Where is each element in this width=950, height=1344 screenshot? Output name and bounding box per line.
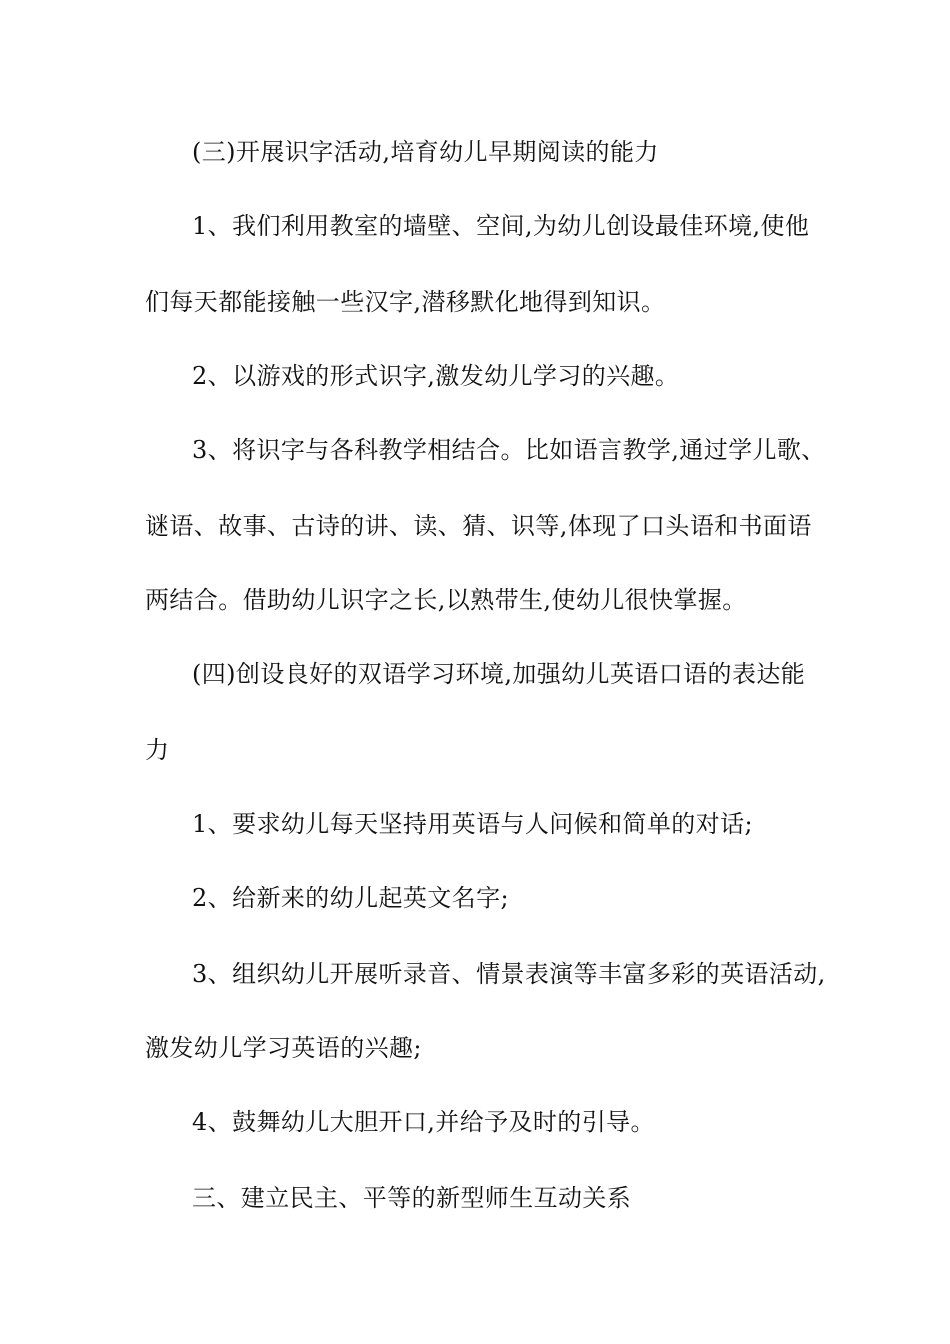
section-heading-literacy: (三)开展识字活动,培育幼儿早期阅读的能力 (192, 138, 659, 166)
paragraph-line: 两结合。借助幼儿识字之长,以熟带生,使幼儿很快掌握。 (145, 586, 747, 614)
paragraph-line: 2、以游戏的形式识字,激发幼儿学习的兴趣。 (192, 362, 680, 390)
paragraph-line: 激发幼儿学习英语的兴趣; (145, 1034, 422, 1062)
section-heading-bilingual: (四)创设良好的双语学习环境,加强幼儿英语口语的表达能 (192, 660, 806, 688)
paragraph-line: 1、我们利用教室的墙壁、空间,为幼儿创设最佳环境,使他 (192, 212, 810, 240)
paragraph-line: 1、要求幼儿每天坚持用英语与人问候和简单的对话; (192, 810, 753, 838)
section-heading-teacher-student: 三、建立民主、平等的新型师生互动关系 (192, 1184, 632, 1212)
paragraph-line: 们每天都能接触一些汉字,潜移默化地得到知识。 (145, 288, 666, 316)
paragraph-line: 谜语、故事、古诗的讲、读、猜、识等,体现了口头语和书面语 (145, 512, 812, 540)
paragraph-line: 3、组织幼儿开展听录音、情景表演等丰富多彩的英语活动, (192, 960, 826, 988)
paragraph-line: 3、将识字与各科教学相结合。比如语言教学,通过学儿歌、 (192, 436, 826, 464)
paragraph-line: 2、给新来的幼儿起英文名字; (192, 884, 509, 912)
paragraph-line: 力 (145, 736, 170, 764)
paragraph-line: 4、鼓舞幼儿大胆开口,并给予及时的引导。 (192, 1108, 655, 1136)
